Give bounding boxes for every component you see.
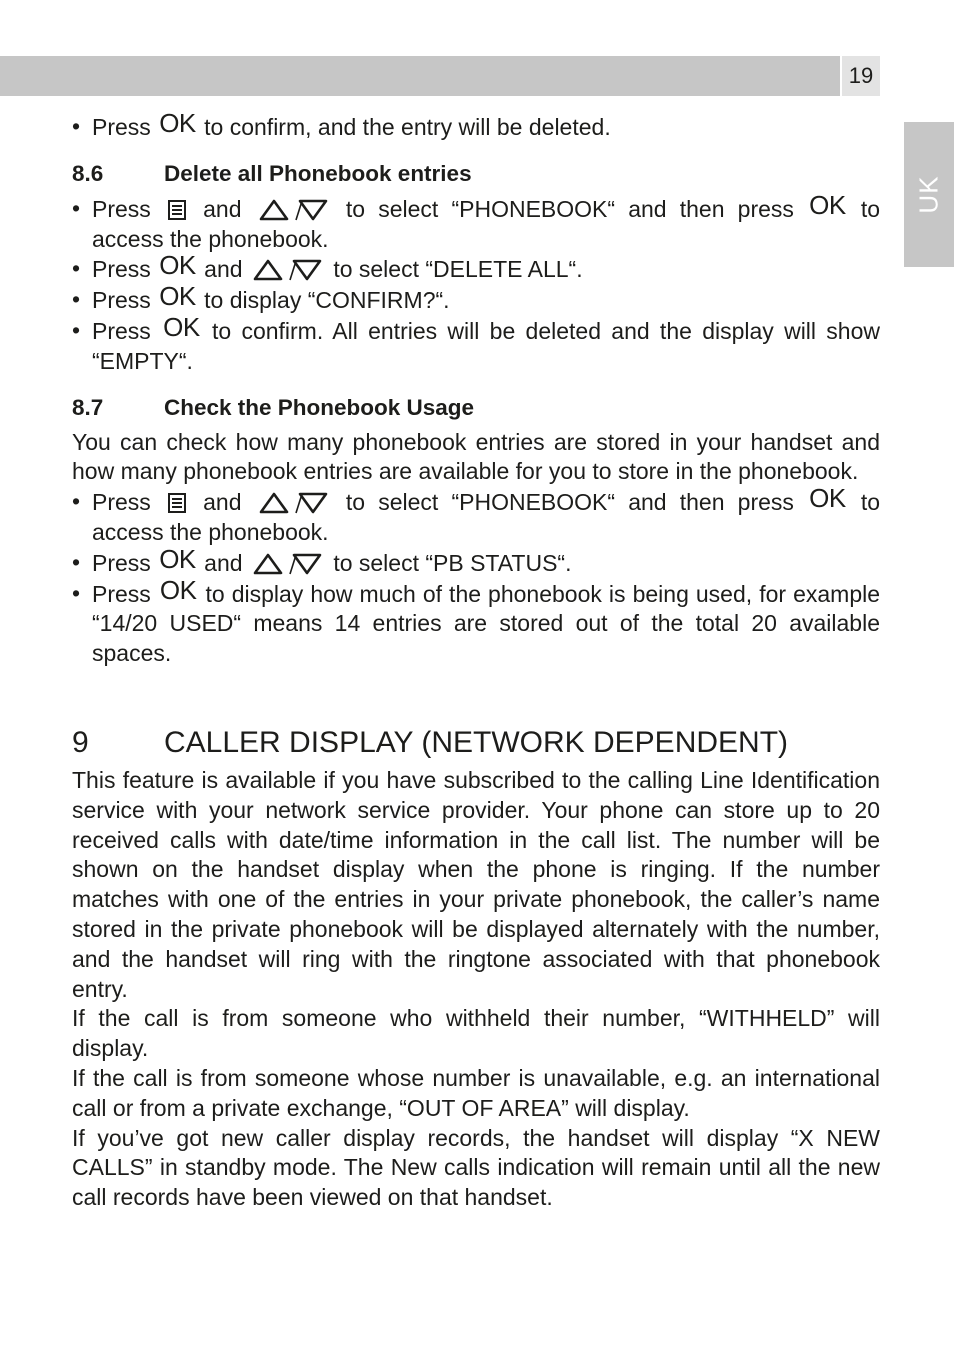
chapter-heading-9: 9 CALLER DISPLAY (NETWORK DEPENDENT) <box>72 725 789 759</box>
language-tab-label: UK <box>913 175 944 214</box>
paragraph: If the call is from someone who withheld their number, “WITHHELD” will display. <box>72 1005 880 1062</box>
up-down-keys-icon <box>259 199 329 221</box>
bullet-dot: • <box>72 316 81 343</box>
list-item: • Press and to select “PHONEBOOK“ and then press OK to access the phonebook. <box>72 194 880 255</box>
up-down-keys-icon <box>253 553 323 575</box>
list-item: • Press OK and to select “DELETE ALL“. <box>72 254 880 285</box>
paragraph: If the call is from someone whose number is unavailable, e.g. an international call or from a private exchange, “OUT OF AREA” will display. <box>72 1064 880 1121</box>
menu-key-icon <box>168 200 186 220</box>
list-item: • Press OK to display “CONFIRM?“. <box>72 285 880 316</box>
list-item: • Press OK to display how much of the phonebook is being used, for example “14/20 USED“ means 14 entries are stored out of the total 20 available spaces. <box>72 579 880 669</box>
menu-key-icon <box>168 493 186 513</box>
up-down-keys-icon <box>259 492 329 514</box>
list-item: • Press and to select “PHONEBOOK“ and then press OK to access the phonebook. <box>72 487 880 548</box>
ok-key-icon: OK <box>809 189 846 220</box>
bullet-dot: • <box>72 548 81 575</box>
page-number: 19 <box>842 56 880 96</box>
ok-key-icon: OK <box>159 281 196 312</box>
up-down-keys-icon <box>253 259 323 281</box>
ok-key-icon: OK <box>809 483 846 514</box>
bullet-dot: • <box>72 255 81 282</box>
bullet-dot: • <box>72 488 81 515</box>
page-content <box>72 108 881 1213</box>
ok-key-icon: OK <box>159 250 196 281</box>
list-item: • Press OK to confirm. All entries will be deleted and the display will show “EMPTY“. <box>72 316 880 377</box>
header-bar <box>0 56 840 96</box>
section-heading-8-6: 8.6 Delete all Phonebook entries <box>72 160 472 186</box>
ok-key-icon: OK <box>163 311 200 342</box>
bullet-dot: • <box>72 579 81 606</box>
list-item: • Press OK to confirm, and the entry will be deleted. <box>72 112 880 143</box>
language-tab <box>904 122 954 267</box>
ok-key-icon: OK <box>159 543 196 574</box>
bullet-dot: • <box>72 286 81 313</box>
ok-key-icon: OK <box>159 574 197 605</box>
paragraph: You can check how many phonebook entries are stored in your handset and how many phonebook entries are available for you to store in the phonebook. <box>72 428 880 485</box>
section-heading-8-7: 8.7 Check the Phonebook Usage <box>72 394 475 420</box>
paragraph: This feature is available if you have subscribed to the calling Line Identification service with your network service provider. Your phone can store up to 20 received calls with date/time information in the call list. The number will be shown on the handset display when the phone is ringing. If the number matches with one of the entries in your private phonebook, the caller’s name stored in the private phonebook will be displayed alternately with the number, and the handset will ring with the ringtone associated with that phonebook entry. <box>72 766 880 1002</box>
ok-key-icon: OK <box>159 108 196 138</box>
list-item: • Press OK and to select “PB STATUS“. <box>72 548 880 579</box>
paragraph: If you’ve got new caller display records, the handset will display “X NEW CALLS” in standby mode. The New calls indication will remain until all the new call records have been viewed on that handset. <box>72 1124 880 1211</box>
bullet-dot: • <box>72 194 81 221</box>
bullet-dot: • <box>72 113 81 139</box>
